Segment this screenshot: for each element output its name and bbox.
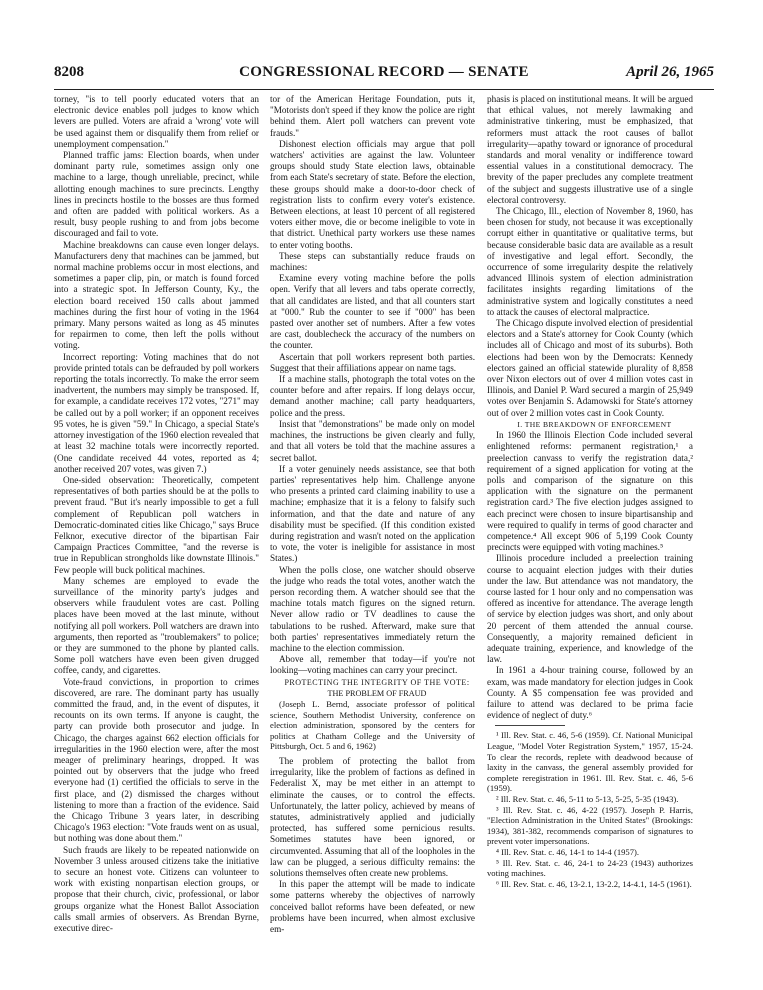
source-note-text: (Joseph L. Bernd, associate professor of political science, Southern Methodist University, conference on election administration, sponsored by the centers for politics at Chatham College and the University of Pittsburgh, Oct. 5 and 6, 1962) <box>270 698 475 752</box>
paragraph: In 1961 a 4-hour training course, followed by an exam, was made mandatory for election judges in Cook County. A $5 compensation fee was provided and failure to attend was declared to be prima facie evidence of neglect of duty.⁶ <box>487 665 693 721</box>
footnotes <box>487 730 693 889</box>
paragraph: Ascertain that poll workers represent both parties. Suggest that their affiliations appear on name tags. <box>270 351 475 373</box>
paragraph: When the polls close, one watcher should observe the judge who reads the total votes, another watch the person recording them. A watcher should see that the machine totals match figures on the signed return. Never allow radio or TV deadlines to cause the tabulations to be rushed. Afterward, make sure that both parties' representatives immediately return the machine to the election commission. <box>270 564 475 653</box>
page-number: 8208 <box>54 64 84 80</box>
paragraph: The Chicago, Ill., election of November 8, 1960, has been chosen for study, not because it was exceptionally corrupt either in quantitative or qualitative terms, but because considerable basic data are available as a result of investigative and legal effort. Secondly, the occurrence of some irregularity despite the relatively advanced Illinois system of election administration facilitates insights regarding limitations of the administrative system and logically constitutes a need to attack the causes of electoral malpractice. <box>487 206 693 317</box>
footnote: ² Ill. Rev. Stat. c. 46, 5-11 to 5-13, 5-25, 5-35 (1943). <box>496 793 679 804</box>
paragraph: tor of the American Heritage Foundation, puts it, "Motorists don't speed if they know the police are right behind them. Alert poll watchers can prevent vote frauds." <box>270 94 475 138</box>
paragraph: In 1960 the Illinois Election Code included several enlightened reforms: permanent registration,¹ a preelection canvass to verify the registration data,² requirement of a signed application for voting at the polls and comparison of the signature on this application with the signature on the permanent registration card.³ The five election judges assigned to each precinct were chosen to insure bipartisanship and were required to qualify in terms of good character and competence.⁴ All except 906 of 5,199 Cook County precincts were equipped with voting machines.⁵ <box>487 430 693 553</box>
section-subheading: THE PROBLEM OF FRAUD <box>327 688 427 698</box>
paragraph: Insist that "demonstrations" be made only on model machines, the instructions be given clearly and fully, and that all voters be told that the machine assures a secret ballot. <box>270 418 475 463</box>
paragraph: torney, "is to tell poorly educated voters that an electronic device enables poll judges to know which levers are pulled. Voters are afraid a 'wrong' vote will be used against them or disqualify them from relief or unemployment compensation." <box>54 94 259 149</box>
section-heading: I. THE BREAKDOWN OF ENFORCEMENT <box>517 419 672 429</box>
page-header <box>54 64 714 90</box>
column-2 <box>270 94 475 935</box>
publication-title: CONGRESSIONAL RECORD — SENATE <box>239 64 529 80</box>
paragraph: In this paper the attempt will be made to indicate some patterns whereby the objectives of narrowly conceived ballot reforms have been defeated, or new problems have been incurred, when almost exclusive em- <box>270 879 475 934</box>
header-rule <box>54 89 714 90</box>
paragraph: Dishonest election officials may argue that poll watchers' activities are against the law. Volunteer groups should study State election laws, obtainable from each State's secretary of state. Before the election, these groups should make a door-to-door check of registration lists to confirm every voter's existence. Between elections, at least 10 percent of all registered voters either move, die or become ineligible to vote in that district. Unethical party workers use these names to enter voting booths. <box>270 138 475 250</box>
paragraph: One-sided observation: Theoretically, competent representatives of both parties should be at the polls to prevent fraud. "But it's nearly impossible to get a full complement of Republican poll watchers in Democratic-dominated cities like Chicago," says Bruce Felknor, executive director of the bipartisan Fair Campaign Practices Committee, "and the reverse is true in Republican strongholds like downstate Illinois." Few people will buck political machines. <box>54 474 259 575</box>
footnote: ⁵ Ill. Rev. Stat. c. 46, 24-1 to 24-23 (1943) authorizes voting machines. <box>487 857 693 879</box>
footnote: ⁶ Ill. Rev. Stat. c. 46, 13-2.1, 13-2.2, 14-4.1, 14-5 (1961). <box>496 878 692 889</box>
paragraph: phasis is placed on institutional means. It will be argued that ethical values, not merely lawmaking and administrative tinkering, must be emphasized, that reformers must attack the root causes of ballot irregularity—apathy toward or ignorance of procedural standards and moral venality or indifference toward essential values in a constitutional democracy. The brevity of the paper precludes any complete treatment of the subject and suggests illustrative use of a single electoral controversy. <box>487 94 694 205</box>
footnote: ⁴ Ill. Rev. Stat. c. 46, 14-1 to 14-4 (1957). <box>496 846 640 857</box>
paragraph: Above all, remember that today—if you're not looking—voting machines can carry your precinct. <box>270 654 475 676</box>
paragraph: Such frauds are likely to be repeated nationwide on November 3 unless aroused citizens take the initiative to secure an honest vote. Citizens can volunteer to work with existing nonpartisan election groups, or propose that their church, civic, professional, or labor groups organize what the Honest Ballot Association calls small armies of observers. As Brendan Byrne, executive direc- <box>54 844 259 934</box>
paragraph: If a machine stalls, photograph the total votes on the counter before and after repairs. If long delays occur, demand another machine; call party headquarters, police and the press. <box>270 374 475 418</box>
paragraph: Machine breakdowns can cause even longer delays. Manufacturers deny that machines can be jammed, but normal machine problems occur in most elections, and sometimes a paper clip, pin, or match is found forced into a strategic spot. In Jefferson County, Ky., the election board received 150 calls about jammed machines during the first hour of voting in the 1964 primary. Many persons waited as long as 45 minutes for repairmen to come, then left the polls without voting. <box>54 239 259 351</box>
paragraph: These steps can substantially reduce frauds on machines: <box>270 250 475 273</box>
footnote: ¹ Ill. Rev. Stat. c. 46, 5-6 (1959). Cf. National Municipal League, "Model Voter Registration System," 1957, 15-24. To clear the records, replete with deadwood because of laxity in the canvass, the general assembly provided for complete reregistration in 1961. Ill. Rev. Stat. c. 46, 5-6 (1959). <box>487 730 693 794</box>
section-heading: PROTECTING THE INTEGRITY OF THE VOTE: <box>284 677 470 687</box>
footnote: ³ Ill. Rev. Stat. c. 46, 4-22 (1957). Joseph P. Harris, "Election Administration in the United States" (Brookings: 1934), 381-382, recommends comparison of signatures to prevent voter impersonations. <box>487 804 693 847</box>
paragraph: Vote-fraud convictions, in proportion to crimes discovered, are rare. The dominant party has usually committed the fraud, and, in the event of disputes, it recounts on its own terms. If anyone is caught, the party can provide both prosecutor and judge. In Chicago, the charges against 662 election officials for irregularities in the 1960 election were, after the most meager of preliminary hearings, dropped. It was pointed out by observers that the judge who freed everyone had (1) certified the officials to serve in the first place, and (2) dismissed the charges without listening to more than a fraction of the evidence. Said the Chicago Tribune 3 years later, in describing Chicago's 1963 election: "Vote frauds went on as usual, but nothing was done about them." <box>54 676 259 844</box>
source-note <box>270 699 475 752</box>
paragraph: If a voter genuinely needs assistance, see that both parties' representatives help him. Challenge anyone who presents a printed card claiming inability to use a machine; emphasize that it is a felony to falsify such information, and that the date and nature of any disability must be specified. (If this condition existed during registration and wasn't noted on the application to vote, the voter is ineligible for assistance in most States.) <box>270 463 475 564</box>
column-3 <box>487 94 693 893</box>
paragraph: Planned traffic jams: Election boards, when under dominant party rule, sometimes assign only one machine to a large, though unreliable, precinct, while allotting enough machines to sure precincts. Lengthy lines in precincts hostile to the bosses are thus formed and often are padded with political workers. As a result, busy people rushing to and from jobs become discouraged and fail to vote. <box>54 150 259 239</box>
paragraph: Illinois procedure included a preelection training course to acquaint election judges with their duties under the law. But attendance was not mandatory, the course lasted for 1 hour only and no compensation was offered as incentive for attendance. The average length of service by election judges was short, and only about 20 percent of them attended the annual course. Consequently, a majority remained deficient in adequate training, experience, and knowledge of the law. <box>487 553 693 665</box>
issue-date: April 26, 1965 <box>626 64 714 80</box>
paragraph: Examine every voting machine before the polls open. Verify that all levers and tabs operate correctly, that all candidates are listed, and that all counters start at "000." Rub the counter to see if "000" has been pasted over another set of numbers. After a few votes are cast, doublecheck the accuracy of the numbers on the counter. <box>270 273 475 351</box>
paragraph: Many schemes are employed to evade the surveillance of the minority party's judges and observers while fraudulent votes are cast. Polling places have been moved at the last minute, without notifying all poll workers. Poll watchers are drawn into arguments, then reported as "troublemakers" to police; or they are summoned to the phone by planted calls. Some poll watchers have even been given drugged coffee, candy, and cigarettes. <box>54 575 259 676</box>
column-1 <box>54 94 259 934</box>
paragraph: The Chicago dispute involved election of presidential electors and a State's attorney for Cook County (which includes all of Chicago and most of its suburbs). Both elections had been won by the Democrats: Kennedy electors gained an official statewide plurality of 8,858 over Nixon electors out of over 4 million votes cast in Illinois, and Daniel P. Ward secured a margin of 25,949 votes over Benjamin S. Adamowski for State's attorney out of over 2 million votes cast in Cook County. <box>487 318 693 418</box>
paragraph: Incorrect reporting: Voting machines that do not provide printed totals can be defrauded by poll workers reporting the totals incorrectly. To make the error seem inadvertent, the numbers may simply be transposed. If, for example, a candidate receives 172 votes, "271" may be called out by a poll worker; if an opponent receives 95 votes, he is given "59." In Chicago, a special State's attorney investigation of the 1960 election revealed that at least 32 machine totals were incorrectly reported. (One candidate received 44 votes, reported as 4; another received 207 votes, was given 7.) <box>54 351 259 474</box>
footnote-rule <box>495 725 565 726</box>
paragraph: The problem of protecting the ballot from irregularity, like the problem of factions as defined in Federalist X, may be met either in an attempt to eliminate the causes, or to control the effects. Unfortunately, the latter policy, achieved by means of statutes, administratively applied and judicially protected, has suffered some pernicious results. Sometimes statutes have been ignored, or circumvented. Assuming that all of the loopholes in the law can be plugged, a serious difficulty remains: the solutions themselves often create new problems. <box>270 755 475 878</box>
